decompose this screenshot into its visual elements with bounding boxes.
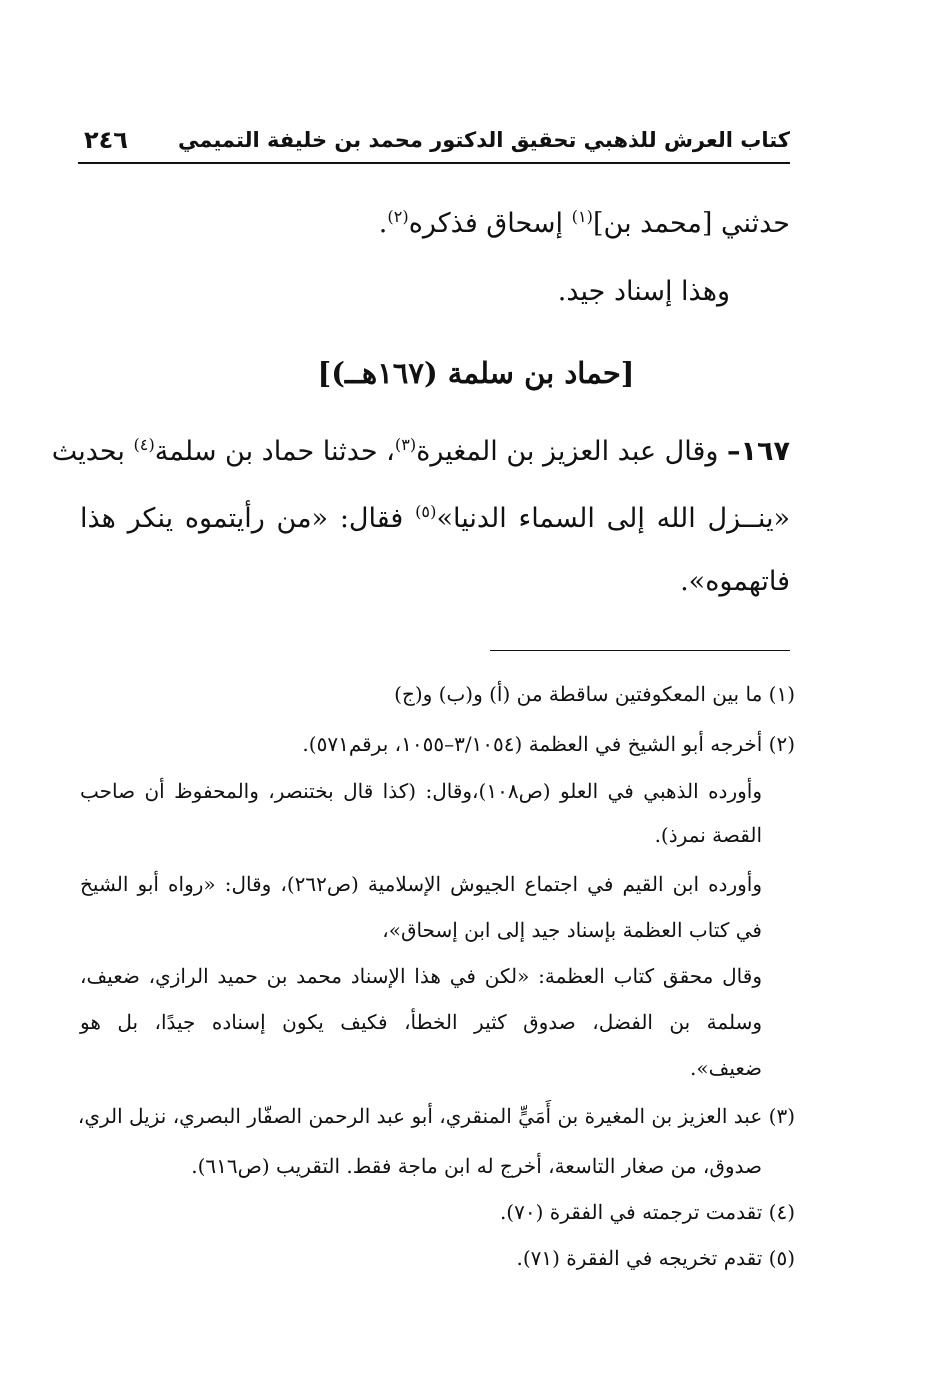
footnote-ref: (٢) — [387, 207, 409, 226]
paragraph-line-1 — [51, 435, 790, 467]
body-text: حدثني [محمد بن] — [592, 208, 790, 239]
paragraph-line-3: فاتهموه». — [680, 566, 790, 597]
body-text: . — [378, 208, 388, 239]
body-text: فقال: «من رأيتموه ينكر هذا — [80, 503, 416, 534]
footnote-2-line: وأورده ابن القيم في اجتماع الجيوش الإسلامية (ص٢٦٢)، وقال: «رواه أبو الشيخ — [80, 872, 762, 896]
footnote-3-line: صدوق، من صغار التاسعة، أخرج له ابن ماجة فقط. التقريب (ص٦١٦). — [191, 1154, 762, 1178]
body-text: وقال عبد العزيز بن المغيرة — [416, 436, 728, 467]
running-title: كتاب العرش للذهبي تحقيق الدكتور محمد بن خليفة التميمي — [178, 128, 790, 152]
body-text: ، حدثنا حماد بن سلمة — [154, 436, 395, 467]
footnote-separator — [490, 650, 790, 651]
footnote-1: (١) ما بين المعكوفتين ساقطة من (أ) و(ب) و(ج) — [394, 682, 795, 706]
body-text: إسحاق فذكره — [408, 208, 572, 239]
paragraph-number: ١٦٧– — [727, 436, 790, 467]
body-text: بحديث — [51, 436, 134, 467]
footnote-2-line: وسلمة بن الفضل، صدوق كثير الخطأ، فكيف يكون إسناده جيدًا، بل هو — [80, 1010, 763, 1034]
body-line-2: وهذا إسناد جيد. — [557, 276, 730, 307]
page-header — [78, 118, 790, 164]
footnote-2-line: القصة نمرذ). — [654, 823, 762, 847]
footnote-3: (٣) عبد العزيز بن المغيرة بن أَمَيٍّ المنقري، أبو عبد الرحمن الصفّار البصري، نزيل الري، — [77, 1104, 795, 1128]
paragraph-line-2 — [80, 503, 790, 534]
footnote-4: (٤) تقدمت ترجمته في الفقرة (٧٠). — [499, 1200, 795, 1224]
footnote-2: (٢) أخرجه أبو الشيخ في العظمة (٣/١٠٥٤–١٠٥٥، برقم٥٧١). — [302, 732, 795, 756]
page-number: ٢٤٦ — [84, 126, 128, 154]
body-line-1 — [379, 208, 790, 239]
footnote-ref: (٥) — [415, 502, 437, 521]
footnote-ref: (١) — [571, 207, 593, 226]
footnote-2-line: ضعيف». — [690, 1056, 762, 1080]
footnote-2-line: وقال محقق كتاب العظمة: «لكن في هذا الإسناد محمد بن حميد الرازي، ضعيف، — [80, 964, 762, 988]
section-heading: [حماد بن سلمة (١٦٧هــ)] — [317, 356, 635, 390]
footnote-2-line: وأورده الذهبي في العلو (ص١٠٨)،وقال: (كذا قال بختنصر، والمحفوظ أن صاحب — [80, 779, 762, 803]
footnote-5: (٥) تقدم تخريجه في الفقرة (٧١). — [516, 1246, 795, 1270]
footnote-ref: (٤) — [133, 435, 155, 454]
body-text: «ينــزل الله إلى السماء الدنيا» — [436, 503, 791, 534]
footnote-ref: (٣) — [394, 435, 417, 454]
footnote-2-line: في كتاب العظمة بإسناد جيد إلى ابن إسحاق»، — [382, 918, 762, 942]
